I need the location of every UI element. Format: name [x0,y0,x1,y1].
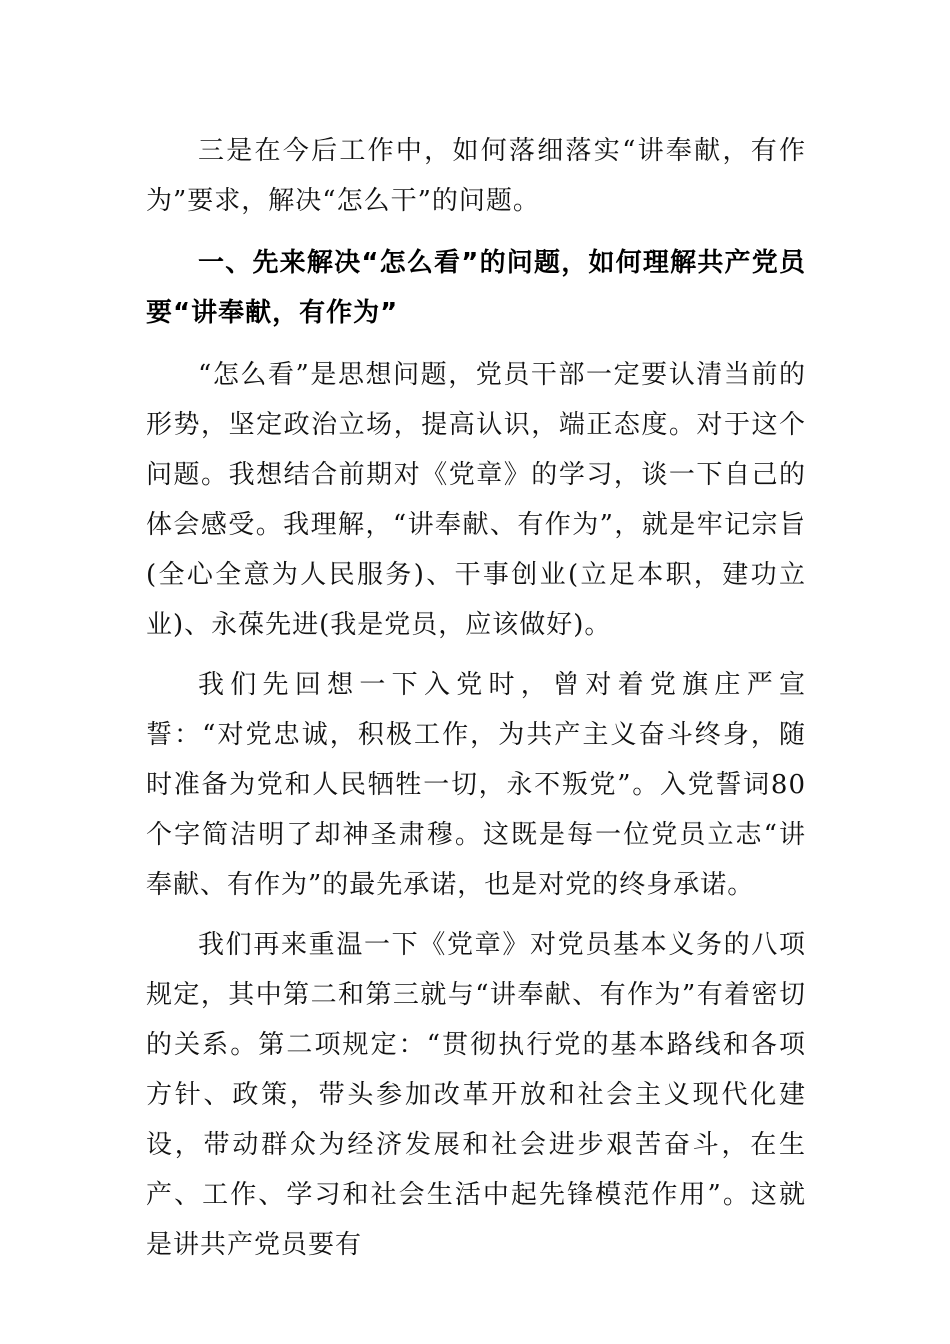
paragraph-oath: 我们先回想一下入党时，曾对着党旗庄严宣誓：“对党忠诚，积极工作，为共产主义奋斗终身，随时准备为党和人民牺牲一切，永不叛党”。入党誓词80个字简洁明了却神圣肃穆。这既是每一位党员立志“讲奉献、有作为”的最先承诺，也是对党的终身承诺。 [146,670,806,900]
section-heading-one: 一、先来解决“怎么看”的问题，如何理解共产党员要“讲奉献，有作为” [146,248,806,328]
paragraph-party-constitution: 我们再来重温一下《党章》对党员基本义务的八项规定，其中第二和第三就与“讲奉献、有作为”有着密切的关系。第二项规定：“贯彻执行党的基本路线和各项方针、政策，带头参加改革开放和社会主义现代化建设，带动群众为经济发展和社会进步艰苦奋斗，在生产、工作、学习和社会生活中起先锋模范作用”。这就是讲共产党员要有 [146,930,806,1260]
paragraph-how-to-view: “怎么看”是思想问题，党员干部一定要认清当前的形势，坚定政治立场，提高认识，端正态度。对于这个问题。我想结合前期对《党章》的学习，谈一下自己的体会感受。我理解，“讲奉献、有作为”，就是牢记宗旨(全心全意为人民服务)、干事创业(立足本职，建功立业)、永葆先进(我是党员，应该做好)。 [146,360,806,640]
paragraph-third-point: 三是在今后工作中，如何落细落实“讲奉献，有作为”要求，解决“怎么干”的问题。 [146,136,806,216]
